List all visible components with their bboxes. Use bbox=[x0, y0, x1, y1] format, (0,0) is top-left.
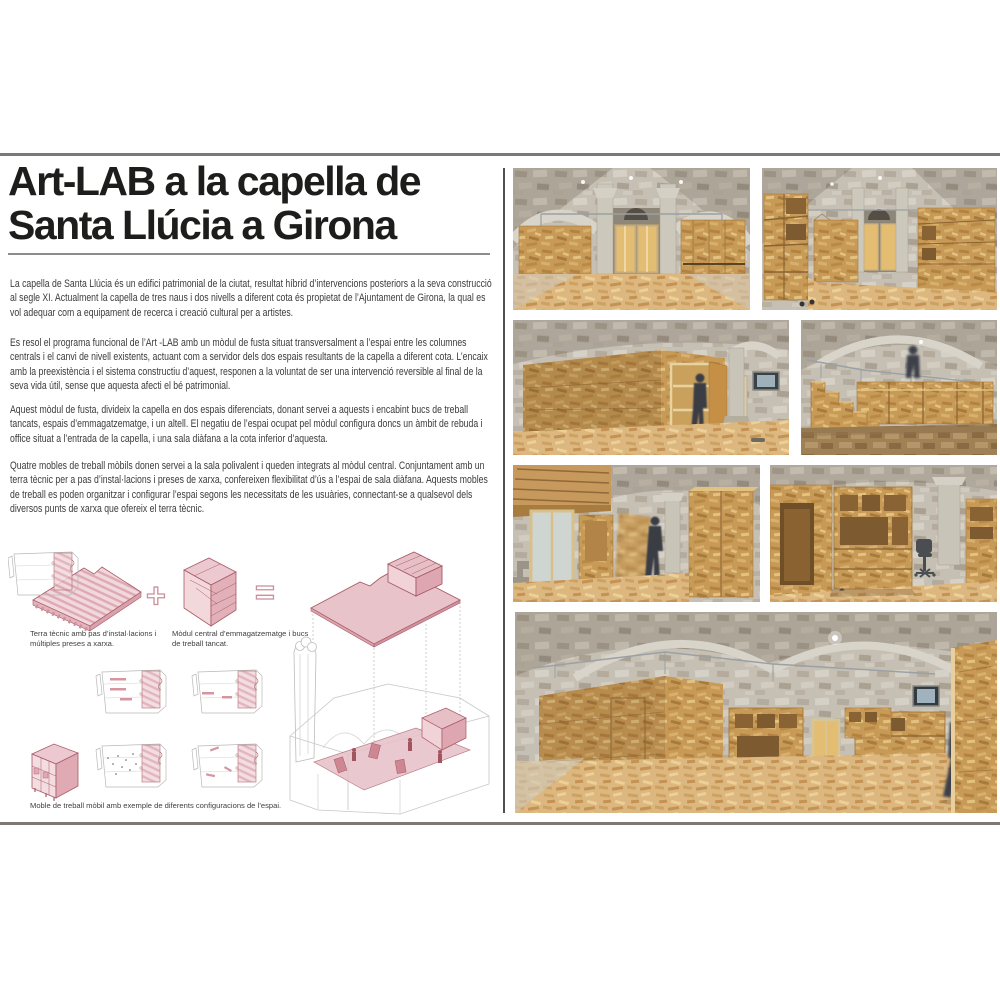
plan-config-4 bbox=[192, 744, 262, 787]
diagram-drawing bbox=[8, 548, 492, 818]
top-rule bbox=[0, 153, 1000, 156]
caption-terra-tecnic: Terra tècnic amb pas d’instal·lacions i múltiples preses a xarxa. bbox=[30, 629, 157, 648]
vertical-divider bbox=[503, 168, 505, 813]
title-underline bbox=[8, 253, 490, 255]
plan-config-1 bbox=[96, 670, 166, 713]
photo-mobile-desk-unit bbox=[770, 465, 997, 602]
photo-office-glass-door bbox=[513, 465, 760, 602]
caption-moble-treball: Moble de treball mòbil amb exemple de diferents configuracions de l’espai. bbox=[30, 801, 282, 810]
photo-chapel-entrance bbox=[513, 168, 750, 310]
plus-icon: + bbox=[146, 577, 166, 615]
equals-icon: = bbox=[255, 574, 275, 612]
paragraph-module: Aquest mòdul de fusta, divideix la capella en dos espais diferenciats, donant servei a aquests i encabint bucs de treball tancats, espais d’emmagatzematge, i un altell. El negatiu de l’espai ocupat pel mòdul configura doncs un àmbit de rebuda i office situat a l’entrada de la capella, i una sala diàfana a la cota inferior d’aquesta. bbox=[10, 404, 483, 445]
paragraph-program: Es resol el programa funcional de l’Art -LAB amb un mòdul de fusta situat transversalment a l’espai entre les columnes centrals i el canvi de nivell existents, actuant com a servidor dels dos espais resultants de la capella a diferent cota. L’encaix amb la preexistència i el sistema constructiu d’aquest, responen a la voluntat de ser una intervenció reversible al final de la seva vida útil, sense que aquesta afecti el bé patrimonial. bbox=[10, 337, 488, 393]
concept-diagrams bbox=[8, 548, 492, 818]
page-title bbox=[8, 159, 500, 247]
plan-config-3 bbox=[96, 744, 166, 787]
title-line-2: Santa Llúcia a Girona bbox=[8, 202, 396, 248]
diagram-moble bbox=[32, 744, 78, 801]
photo-main-hall-wide bbox=[515, 612, 997, 813]
photo-module-door-person bbox=[513, 320, 789, 455]
diagram-axonometric bbox=[290, 552, 489, 814]
bottom-rule bbox=[0, 822, 1000, 825]
paragraph-furniture: Quatre mobles de treball mòbils donen servei a la sala polivalent i queden integrats al mòdul central. Conjuntament amb un terra tècnic per a pas d’instal·lacions i preses de xarxa, confereixen flexibilitat d’ús a l’espai de sala diàfana. Aquests mobles de treball es poden organitzar i configurar l’espai segons les necessitats de les usuàries, connectant-se a qualsevol dels diversos punts de xarxa que ofereix el terra tècnic. bbox=[10, 460, 488, 516]
diagram-terra-tecnic bbox=[33, 567, 141, 631]
photo-mezzanine-stairs bbox=[801, 320, 997, 455]
caption-modul-central: Mòdul central d’emmagatzematge i bucs de treball tancat. bbox=[172, 629, 309, 648]
photo-entrance-modules bbox=[762, 168, 997, 310]
paragraph-context: La capella de Santa Llúcia és un edifici patrimonial de la ciutat, resultat híbrid d’intervencions posteriors a la seva construcció al segle XI. Actualment la capella de tres naus i dos nivells a diferent cota és propietat de l’Ajuntament de Girona, la qual es vol adequar com a equipament de recerca i creació cultural per a artistes. bbox=[10, 278, 492, 319]
plan-config-2 bbox=[192, 670, 262, 713]
diagram-modul-box bbox=[184, 558, 236, 626]
title-line-1: Art-LAB a la capella de bbox=[8, 158, 421, 204]
